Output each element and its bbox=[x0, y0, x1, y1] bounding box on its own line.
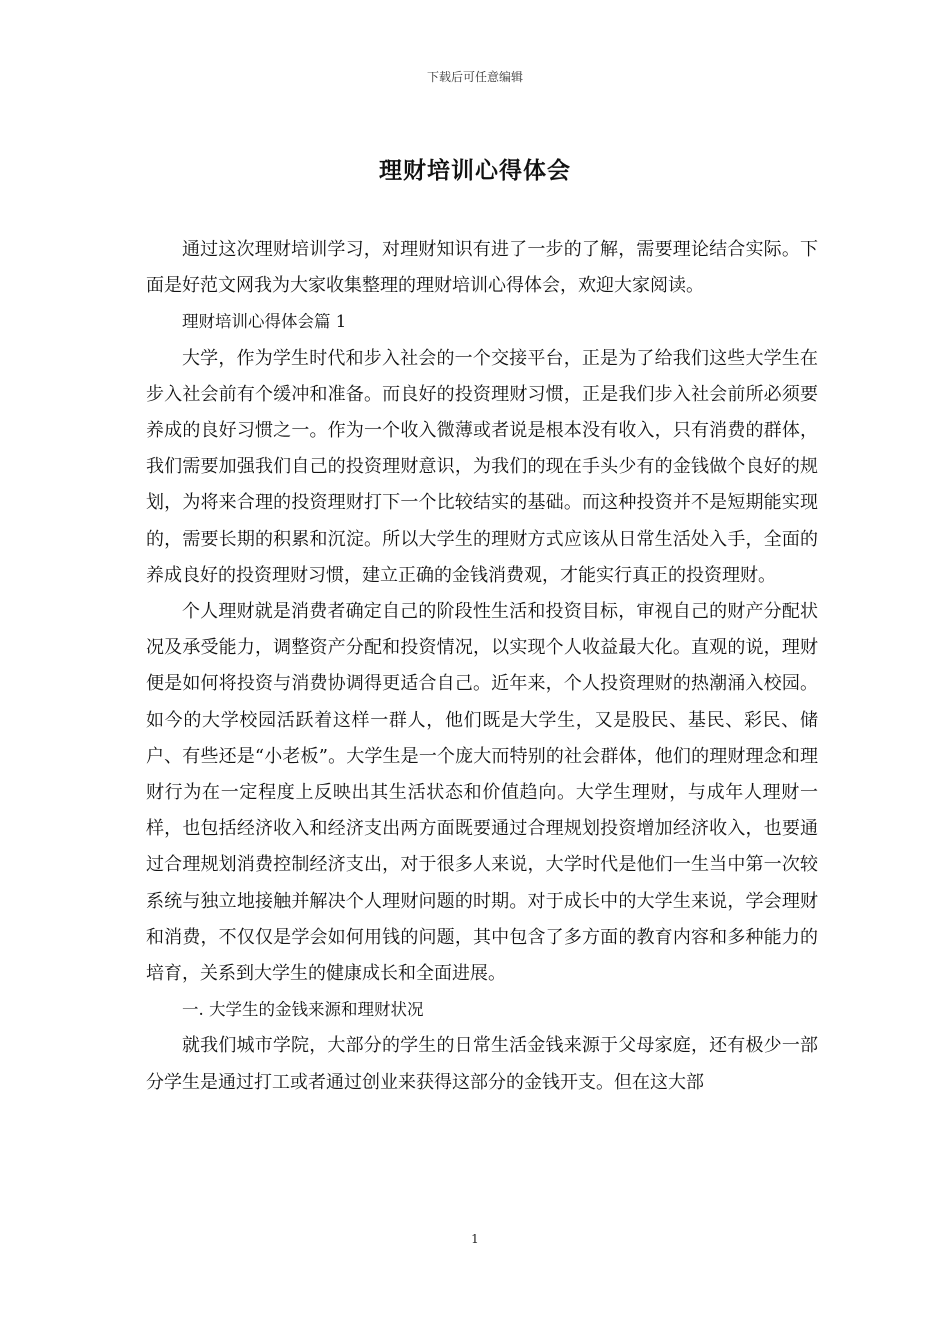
paragraph-2: 个人理财就是消费者确定自己的阶段性生活和投资目标，审视自己的财产分配状况及承受能力，调整资产分配和投资情况，以实现个人收益最大化。直观的说，理财便是如何将投资与消费协调得更适合自己。近年来，个人投资理财的热潮涌入校园。如今的大学校园活跃着这样一群人，他们既是大学生，又是股民、基民、彩民、储户、有些还是“小老板”。大学生是一个庞大而特别的社会群体，他们的理财理念和理财行为在一定程度上反映出其生活状态和价值趋向。大学生理财，与成年人理财一样，也包括经济收入和经济支出两方面既要通过合理规划投资增加经济收入，也要通过合理规划消费控制经济支出，对于很多人来说，大学时代是他们一生当中第一次较系统与独立地接触并解决个人理财问题的时期。对于成长中的大学生来说，学会理财和消费，不仅仅是学会如何用钱的问题，其中包含了多方面的教育内容和多种能力的培育，关系到大学生的健康成长和全面进展。 bbox=[146, 601, 818, 985]
document-title: 理财培训心得体会 bbox=[379, 158, 571, 184]
page-number: 1 bbox=[471, 1232, 479, 1246]
paragraph-intro: 通过这次理财培训学习，对理财知识有进了一步的了解，需要理论结合实际。下面是好范文网我为大家收集整理的理财培训心得体会，欢迎大家阅读。 bbox=[146, 239, 818, 297]
paragraph-3: 就我们城市学院，大部分的学生的日常生活金钱来源于父母家庭，还有极少一部分学生是通过打工或者通过创业来获得这部分的金钱开支。但在这大部 bbox=[146, 1035, 818, 1093]
document-body bbox=[146, 232, 818, 1101]
header-note: 下载后可任意编辑 bbox=[426, 70, 523, 84]
section-heading-1: 理财培训心得体会篇 1 bbox=[182, 312, 347, 332]
paragraph-1: 大学，作为学生时代和步入社会的一个交接平台，正是为了给我们这些大学生在步入社会前有个缓冲和准备。而良好的投资理财习惯，正是我们步入社会前所必须要养成的良好习惯之一。作为一个收入微薄或者说是根本没有收入，只有消费的群体，我们需要加强我们自己的投资理财意识，为我们的现在手头少有的金钱做个良好的规划，为将来合理的投资理财打下一个比较结实的基础。而这种投资并不是短期能实现的，需要长期的积累和沉淀。所以大学生的理财方式应该从日常生活处入手，全面的养成良好的投资理财习惯，建立正确的金钱消费观，才能实行真正的投资理财。 bbox=[146, 347, 818, 586]
section-heading-2: 一. 大学生的金钱来源和理财状况 bbox=[182, 1000, 424, 1020]
